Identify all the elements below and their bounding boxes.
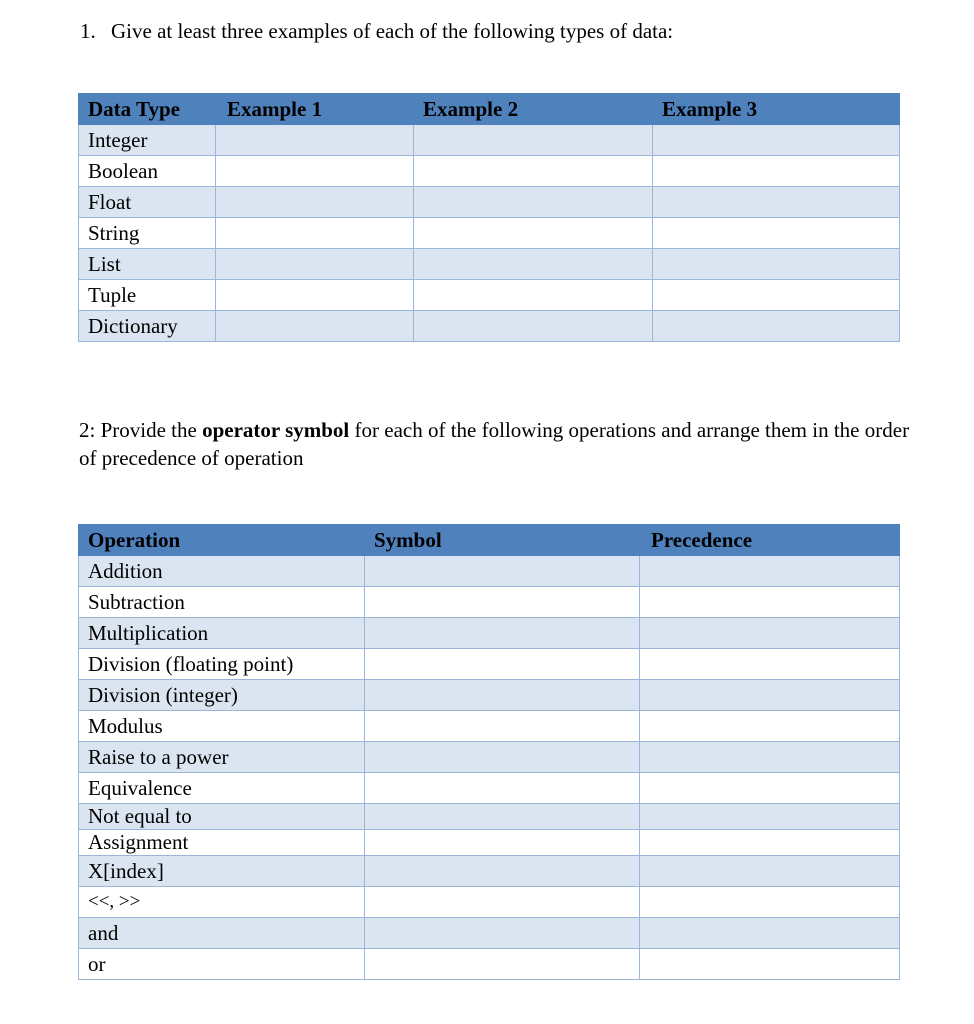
table-row	[79, 887, 900, 918]
symbol-cell[interactable]	[365, 804, 640, 830]
table-row	[79, 856, 900, 887]
precedence-cell[interactable]	[640, 856, 900, 887]
example-cell[interactable]	[216, 218, 414, 249]
table-row	[79, 218, 900, 249]
example-cell[interactable]	[216, 249, 414, 280]
example-cell[interactable]	[653, 125, 900, 156]
precedence-cell[interactable]	[640, 830, 900, 856]
table-row	[79, 311, 900, 342]
table-row	[79, 587, 900, 618]
header-example-1: Example 1	[216, 94, 414, 125]
symbol-cell[interactable]	[365, 711, 640, 742]
precedence-cell[interactable]	[640, 649, 900, 680]
example-cell[interactable]	[414, 249, 653, 280]
example-cell[interactable]	[653, 311, 900, 342]
table-row	[79, 556, 900, 587]
data-type-cell: Dictionary	[79, 311, 216, 342]
precedence-cell[interactable]	[640, 556, 900, 587]
table-header-row	[79, 94, 900, 125]
example-cell[interactable]	[216, 187, 414, 218]
symbol-cell[interactable]	[365, 773, 640, 804]
example-cell[interactable]	[653, 249, 900, 280]
question-2	[79, 416, 919, 472]
example-cell[interactable]	[414, 280, 653, 311]
data-type-cell: Boolean	[79, 156, 216, 187]
data-type-cell: Tuple	[79, 280, 216, 311]
operators-table	[78, 524, 900, 980]
symbol-cell[interactable]	[365, 587, 640, 618]
operation-cell: X[index]	[79, 856, 365, 887]
example-cell[interactable]	[414, 125, 653, 156]
symbol-cell[interactable]	[365, 949, 640, 980]
symbol-cell[interactable]	[365, 556, 640, 587]
table-row	[79, 918, 900, 949]
question-2-prefix: 2: Provide the	[79, 418, 203, 442]
question-2-suffix: for each of the following operations and arrange them in the order of precedence of operation	[79, 418, 910, 470]
symbol-cell[interactable]	[365, 649, 640, 680]
precedence-cell[interactable]	[640, 804, 900, 830]
table-header-row	[79, 525, 900, 556]
precedence-cell[interactable]	[640, 711, 900, 742]
operation-cell: Assignment	[79, 830, 365, 856]
table-row	[79, 804, 900, 830]
header-symbol: Symbol	[365, 525, 640, 556]
precedence-cell[interactable]	[640, 587, 900, 618]
precedence-cell[interactable]	[640, 742, 900, 773]
table-row	[79, 742, 900, 773]
table-row	[79, 125, 900, 156]
table-row	[79, 280, 900, 311]
data-type-cell: List	[79, 249, 216, 280]
example-cell[interactable]	[653, 218, 900, 249]
operation-cell: Subtraction	[79, 587, 365, 618]
symbol-cell[interactable]	[365, 680, 640, 711]
example-cell[interactable]	[414, 311, 653, 342]
operation-cell: and	[79, 918, 365, 949]
operation-cell: Multiplication	[79, 618, 365, 649]
data-type-cell: Float	[79, 187, 216, 218]
example-cell[interactable]	[414, 218, 653, 249]
question-2-bold: operator symbol	[202, 418, 350, 442]
example-cell[interactable]	[653, 187, 900, 218]
example-cell[interactable]	[414, 187, 653, 218]
precedence-cell[interactable]	[640, 887, 900, 918]
header-example-2: Example 2	[414, 94, 653, 125]
data-type-cell: String	[79, 218, 216, 249]
question-1-text: Give at least three examples of each of the following types of data:	[111, 19, 674, 43]
example-cell[interactable]	[653, 156, 900, 187]
question-1-number: 1.	[80, 19, 96, 43]
table-row	[79, 830, 900, 856]
operation-cell: Equivalence	[79, 773, 365, 804]
operation-cell: Modulus	[79, 711, 365, 742]
precedence-cell[interactable]	[640, 918, 900, 949]
header-precedence: Precedence	[640, 525, 900, 556]
example-cell[interactable]	[216, 311, 414, 342]
precedence-cell[interactable]	[640, 618, 900, 649]
example-cell[interactable]	[216, 280, 414, 311]
operation-cell: Division (integer)	[79, 680, 365, 711]
symbol-cell[interactable]	[365, 856, 640, 887]
header-data-type: Data Type	[79, 94, 216, 125]
table-row	[79, 618, 900, 649]
table-row	[79, 249, 900, 280]
table-row	[79, 680, 900, 711]
example-cell[interactable]	[216, 156, 414, 187]
precedence-cell[interactable]	[640, 773, 900, 804]
data-types-table	[78, 93, 900, 342]
operation-cell: Division (floating point)	[79, 649, 365, 680]
table-row	[79, 156, 900, 187]
example-cell[interactable]	[414, 156, 653, 187]
header-example-3: Example 3	[653, 94, 900, 125]
header-operation: Operation	[79, 525, 365, 556]
table-row	[79, 773, 900, 804]
operation-cell: <<, >>	[79, 887, 365, 918]
table-row	[79, 187, 900, 218]
precedence-cell[interactable]	[640, 680, 900, 711]
symbol-cell[interactable]	[365, 887, 640, 918]
data-type-cell: Integer	[79, 125, 216, 156]
operation-cell: Not equal to	[79, 804, 365, 830]
table-row	[79, 711, 900, 742]
operation-cell: Addition	[79, 556, 365, 587]
symbol-cell[interactable]	[365, 830, 640, 856]
symbol-cell[interactable]	[365, 618, 640, 649]
operation-cell: or	[79, 949, 365, 980]
table-row	[79, 949, 900, 980]
precedence-cell[interactable]	[640, 949, 900, 980]
operation-cell: Raise to a power	[79, 742, 365, 773]
symbol-cell[interactable]	[365, 918, 640, 949]
symbol-cell[interactable]	[365, 742, 640, 773]
question-1	[80, 17, 673, 45]
example-cell[interactable]	[216, 125, 414, 156]
table-row	[79, 649, 900, 680]
example-cell[interactable]	[653, 280, 900, 311]
